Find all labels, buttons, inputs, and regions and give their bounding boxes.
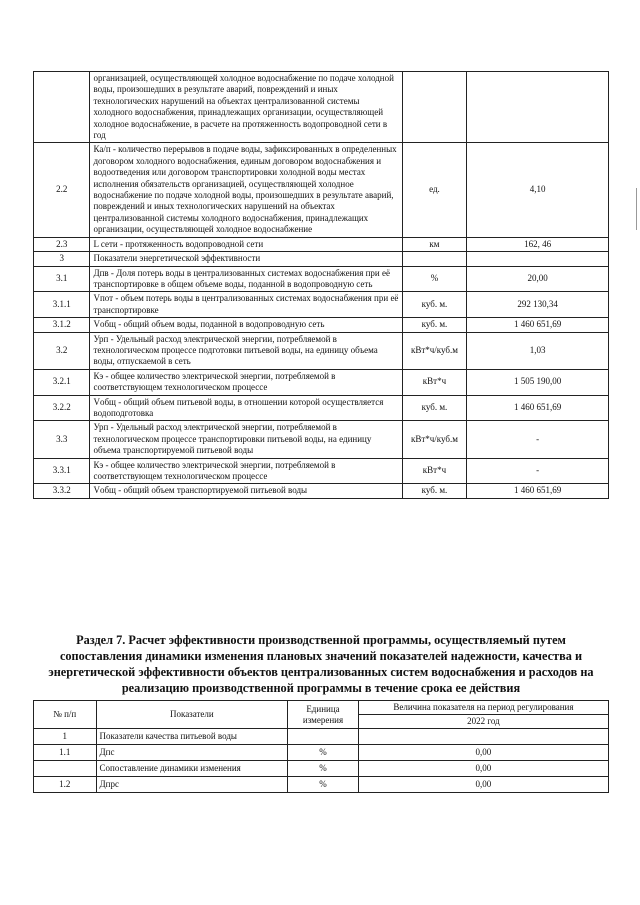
row-value: - <box>467 458 609 484</box>
margin-mark <box>636 188 637 230</box>
table-row <box>34 292 609 318</box>
row-unit: куб. м. <box>402 318 467 332</box>
row-unit: куб. м. <box>402 484 467 498</box>
row-num: 3.2.1 <box>34 369 90 395</box>
row-num: 1.1 <box>34 745 97 761</box>
row-value: 1 505 190,00 <box>467 369 609 395</box>
row-value: 0,00 <box>358 777 608 793</box>
row-value: 0,00 <box>358 745 608 761</box>
table-row <box>34 318 609 332</box>
row-value: 292 130,34 <box>467 292 609 318</box>
row-unit: кВт*ч <box>402 458 467 484</box>
row-unit: куб. м. <box>402 292 467 318</box>
row-unit: кВт*ч/куб.м <box>402 421 467 458</box>
row-description: Показатели энергетической эффективности <box>90 252 402 266</box>
row-unit: ед. <box>402 143 467 237</box>
row-value: 0,00 <box>358 761 608 777</box>
row-description: Ка/п - количество перерывов в подаче воды, зафиксированных в определенных договором холодного водоснабжения, единым договором водоснабжения и водоотведения или договором транспортировки холодной воды местах исполнения обязательств организацией, осуществляющей холодное водоснабжение по подаче холодной воды, произошедших в результате аварий, повреждений и иных технологических нарушений на объектах централизованной системы холодного водоснабжения, принадлежащих организации, осуществляющей холодное водоснабжение <box>90 143 402 237</box>
indicators-table <box>33 71 609 499</box>
table-row <box>34 745 609 761</box>
row-indicator: Дпс <box>96 745 288 761</box>
row-description: Урп - Удельный расход электрической энергии, потребляемой в технологическом процессе транспортировки питьевой воды, на единицу объема транспортируемой питьевой воды <box>90 421 402 458</box>
table-row <box>34 143 609 237</box>
row-description: Дпв - Доля потерь воды в централизованных системах водоснабжения при её транспортировке в общем объеме воды, поданной в водопроводную сеть <box>90 266 402 292</box>
header-unit: Единица измерения <box>288 701 359 729</box>
row-description: Урп - Удельный расход электрической энергии, потребляемой в технологическом процессе подготовки питьевой воды, на единицу объема воды, отпускаемой в сеть <box>90 332 402 369</box>
row-num: 3.3.2 <box>34 484 90 498</box>
table-row <box>34 458 609 484</box>
table-row <box>34 266 609 292</box>
row-value <box>467 72 609 143</box>
row-num: 3.1 <box>34 266 90 292</box>
header-indicator: Показатели <box>96 701 288 729</box>
row-description: Vобщ - общий объем питьевой воды, в отношении которой осуществляется водоподготовка <box>90 395 402 421</box>
section-7-table <box>33 700 609 793</box>
row-unit <box>402 72 467 143</box>
row-value: 1,03 <box>467 332 609 369</box>
row-num: 3.3.1 <box>34 458 90 484</box>
row-value <box>358 729 608 745</box>
row-indicator: Сопоставление динамики изменения <box>96 761 288 777</box>
row-description: Кэ - общее количество электрической энергии, потребляемой в соответствующем технологическом процессе <box>90 369 402 395</box>
row-description: организацией, осуществляющей холодное водоснабжение по подаче холодной воды, произошедших в результате аварий, повреждений и иных технологических нарушений на объектах централизованной системы холодного водоснабжения, принадлежащих организации, осуществляющей холодное водоснабжение, в расчете на протяженность водопроводной сети в год <box>90 72 402 143</box>
row-description: Vобщ - общий объем транспортируемой питьевой воды <box>90 484 402 498</box>
row-value: 20,00 <box>467 266 609 292</box>
row-num <box>34 761 97 777</box>
row-num: 3.3 <box>34 421 90 458</box>
table-row <box>34 332 609 369</box>
row-unit: кВт*ч/куб.м <box>402 332 467 369</box>
row-num: 1.2 <box>34 777 97 793</box>
row-num: 3.1.1 <box>34 292 90 318</box>
table-row <box>34 252 609 266</box>
row-value: 1 460 651,69 <box>467 318 609 332</box>
table-row <box>34 237 609 251</box>
header-num: № п/п <box>34 701 97 729</box>
row-num: 2.2 <box>34 143 90 237</box>
row-unit: кВт*ч <box>402 369 467 395</box>
table-row <box>34 761 609 777</box>
row-unit: % <box>288 761 359 777</box>
row-description: Vобщ - общий объем воды, поданной в водопроводную сеть <box>90 318 402 332</box>
table-row <box>34 369 609 395</box>
row-value <box>467 252 609 266</box>
table-row <box>34 777 609 793</box>
header-period: Величина показателя на период регулирования <box>358 701 608 715</box>
row-unit: % <box>288 745 359 761</box>
row-value: 1 460 651,69 <box>467 395 609 421</box>
row-value: 4,10 <box>467 143 609 237</box>
table-row <box>34 395 609 421</box>
table-row <box>34 72 609 143</box>
row-value: 162, 46 <box>467 237 609 251</box>
row-num <box>34 72 90 143</box>
row-indicator: Дпрс <box>96 777 288 793</box>
row-unit: % <box>402 266 467 292</box>
row-unit: % <box>288 777 359 793</box>
table-row <box>34 729 609 745</box>
table-row <box>34 484 609 498</box>
header-year: 2022 год <box>358 715 608 729</box>
row-indicator: Показатели качества питьевой воды <box>96 729 288 745</box>
row-num: 3 <box>34 252 90 266</box>
row-unit <box>288 729 359 745</box>
row-num: 3.2.2 <box>34 395 90 421</box>
section-7-title: Раздел 7. Расчет эффективности производственной программы, осуществляемый путем сопоставления динамики изменения плановых значений показателей надежности, качества и энергетической эффективности объектов централизованных систем водоснабжения и расходов на реализацию производственной программы в течение срока ее действия <box>48 633 594 695</box>
row-num: 3.2 <box>34 332 90 369</box>
row-value: 1 460 651,69 <box>467 484 609 498</box>
row-num: 3.1.2 <box>34 318 90 332</box>
table-row <box>34 421 609 458</box>
row-description: Кэ - общее количество электрической энергии, потребляемой в соответствующем технологическом процессе <box>90 458 402 484</box>
row-unit: км <box>402 237 467 251</box>
row-description: L сети - протяженность водопроводной сети <box>90 237 402 251</box>
row-num: 2.3 <box>34 237 90 251</box>
row-unit <box>402 252 467 266</box>
row-unit: куб. м. <box>402 395 467 421</box>
row-value: - <box>467 421 609 458</box>
row-num: 1 <box>34 729 97 745</box>
row-description: Vпот - объем потерь воды в централизованных системах водоснабжения при её транспортировке <box>90 292 402 318</box>
